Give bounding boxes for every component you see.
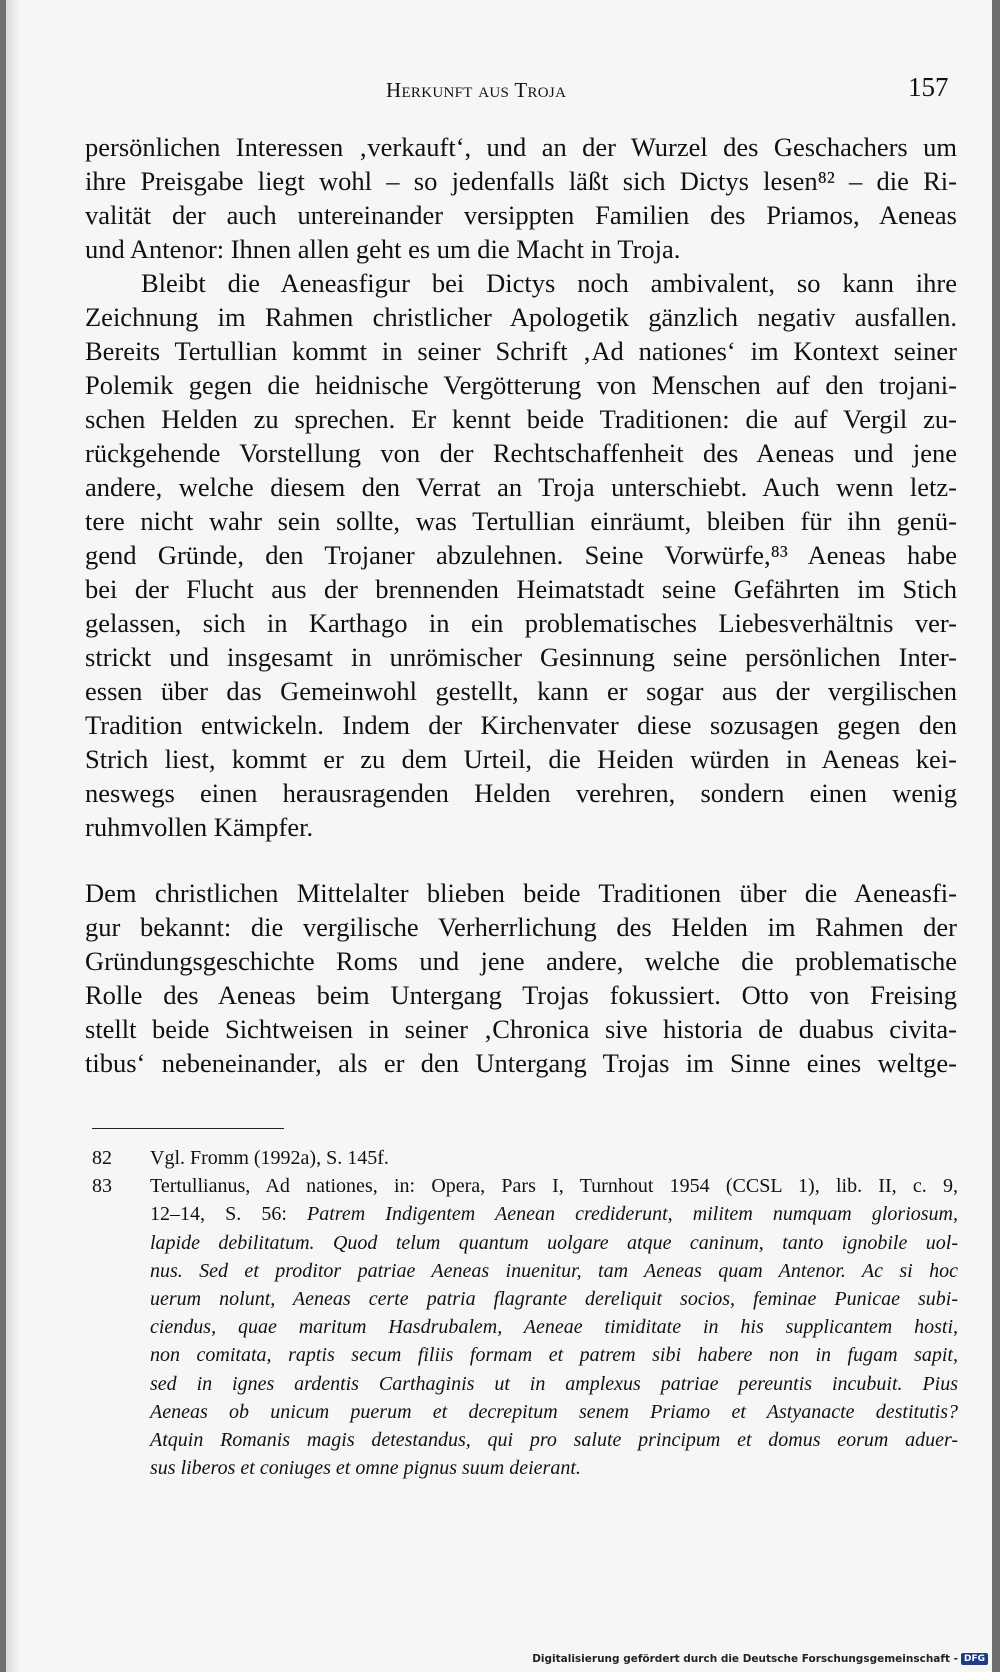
text-line: strickt und insgesamt in unrömischer Gesinnung seine persönlichen Inter- <box>85 642 957 672</box>
footnote-citation: 12–14, S. 56: <box>150 1203 308 1226</box>
footnote-line: Tertullianus, Ad nationes, in: Opera, Pars I, Turnhout 1954 (CCSL 1), lib. II, c. 9, <box>150 1175 958 1198</box>
text-line: Dem christlichen Mittelalter blieben beide Traditionen über die Aeneasfi- <box>85 878 957 908</box>
footnote-line: Aeneas ob unicum puerum et decrepitum senem Priamo et Astyanacte destitutis? <box>150 1400 958 1423</box>
paragraph-1 <box>85 130 957 266</box>
text-line: gelassen, sich in Karthago in ein problematisches Liebesverhältnis ver- <box>85 608 957 638</box>
footnote-line: uerum nolunt, Aeneas certe patria flagrante dereliquit socios, feminae Punicae subi- <box>150 1287 958 1310</box>
text-line: gur bekannt: die vergilische Verherrlichung des Helden im Rahmen der <box>85 912 957 942</box>
text-line: andere, welche diesem den Verrat an Troja unterschiebt. Auch wenn letz- <box>85 472 957 502</box>
text-line: tere nicht wahr sein sollte, was Tertullian einräumt, bleiben für ihn genü- <box>85 506 957 536</box>
text-line: Strich liest, kommt er zu dem Urteil, die Heiden würden in Aeneas kei- <box>85 744 957 774</box>
running-head: Herkunft aus Troja <box>386 78 567 102</box>
credit-text: Digitalisierung gefördert durch die Deutsche Forschungsgemeinschaft - <box>532 1653 958 1665</box>
footnote-line: non comitata, raptis secum filiis formam et patrem sibi habere non in fugam sapit, <box>150 1344 958 1367</box>
paragraph-3 <box>85 876 957 1080</box>
footnote-line: sus liberos et coniuges et omne pignus suum deierant. <box>150 1457 581 1480</box>
book-page <box>6 0 992 1672</box>
paragraph-2 <box>85 266 957 844</box>
footnote-line: Vgl. Fromm (1992a), S. 145f. <box>150 1147 389 1169</box>
footnote-line-mixed <box>150 1200 958 1228</box>
page-header <box>6 72 992 112</box>
text-line: gend Gründe, den Trojaner abzulehnen. Seine Vorwürfe,⁸³ Aeneas habe <box>85 540 957 570</box>
text-line: und Antenor: Ihnen allen geht es um die Macht in Troja. <box>85 234 681 264</box>
footnote-line: Atquin Romanis magis detestandus, qui pro salute principum et domus eorum aduer- <box>150 1428 958 1451</box>
footnote-number: 82 <box>92 1147 112 1169</box>
text-line: essen über das Gemeinwohl gestellt, kann er sogar aus der vergilischen <box>85 676 957 706</box>
footnote-quote: Patrem Indigentem Aenean crediderunt, militem numquam gloriosum, <box>307 1203 958 1226</box>
footnote-separator <box>92 1128 284 1129</box>
footnote-line: ciendus, quae maritum Hasdrubalem, Aeneae timiditate in his supplicantem hosti, <box>150 1316 958 1339</box>
text-line: tibus‘ nebeneinander, als er den Untergang Trojas im Sinne eines weltge- <box>85 1048 957 1078</box>
page-number: 157 <box>908 72 949 102</box>
text-line: ihre Preisgabe liegt wohl – so jedenfalls läßt sich Dictys lesen⁸² – die Ri- <box>85 166 957 196</box>
footnotes <box>92 1144 958 1482</box>
text-line: Zeichnung im Rahmen christlicher Apologetik gänzlich negativ ausfallen. <box>85 302 957 332</box>
footnote-line: sed in ignes ardentis Carthaginis ut in amplexus patriae pereuntis incubuit. Pius <box>150 1372 958 1395</box>
text-line: valität der auch untereinander versippten Familien des Priamos, Aeneas <box>85 200 957 230</box>
digitization-credit <box>532 1653 988 1665</box>
text-line: ruhmvollen Kämpfer. <box>85 812 314 842</box>
text-line: Bleibt die Aeneasfigur bei Dictys noch ambivalent, so kann ihre <box>141 268 957 298</box>
text-line: rückgehende Vorstellung von der Rechtschaffenheit des Aeneas und jene <box>85 438 957 468</box>
text-line: neswegs einen herausragenden Helden verehren, sondern einen wenig <box>85 778 957 808</box>
spine-shadow <box>6 0 20 1672</box>
text-line: Tradition entwickeln. Indem der Kirchenvater diese sozusagen gegen den <box>85 710 957 740</box>
text-line: Gründungsgeschichte Roms und jene andere, welche die problematische <box>85 946 957 976</box>
footnote-line: lapide debilitatum. Quod telum quantum uolgare atque caninum, tanto ignobile uol- <box>150 1231 958 1254</box>
text-line: Polemik gegen die heidnische Vergötterung von Menschen auf den trojani- <box>85 370 957 400</box>
footnote-number: 83 <box>92 1175 112 1198</box>
text-line: Rolle des Aeneas beim Untergang Trojas fokussiert. Otto von Freising <box>85 980 957 1010</box>
text-line: persönlichen Interessen ‚verkauft‘, und an der Wurzel des Geschachers um <box>85 132 957 162</box>
text-line: Bereits Tertullian kommt in seiner Schrift ‚Ad nationes‘ im Kontext seiner <box>85 336 957 366</box>
footnote-line: nus. Sed et proditor patriae Aeneas inuenitur, tam Aeneas quam Antenor. Ac si hoc <box>150 1259 958 1282</box>
text-line: stellt beide Sichtweisen in seiner ‚Chronica sive historia de duabus civita- <box>85 1014 957 1044</box>
footnote-82 <box>92 1144 958 1172</box>
text-line: schen Helden zu sprechen. Er kennt beide Traditionen: die auf Vergil zu- <box>85 404 957 434</box>
dfg-logo-icon: DFG <box>961 1653 988 1665</box>
footnote-83 <box>92 1172 958 1482</box>
text-line: bei der Flucht aus der brennenden Heimatstadt seine Gefährten im Stich <box>85 574 957 604</box>
